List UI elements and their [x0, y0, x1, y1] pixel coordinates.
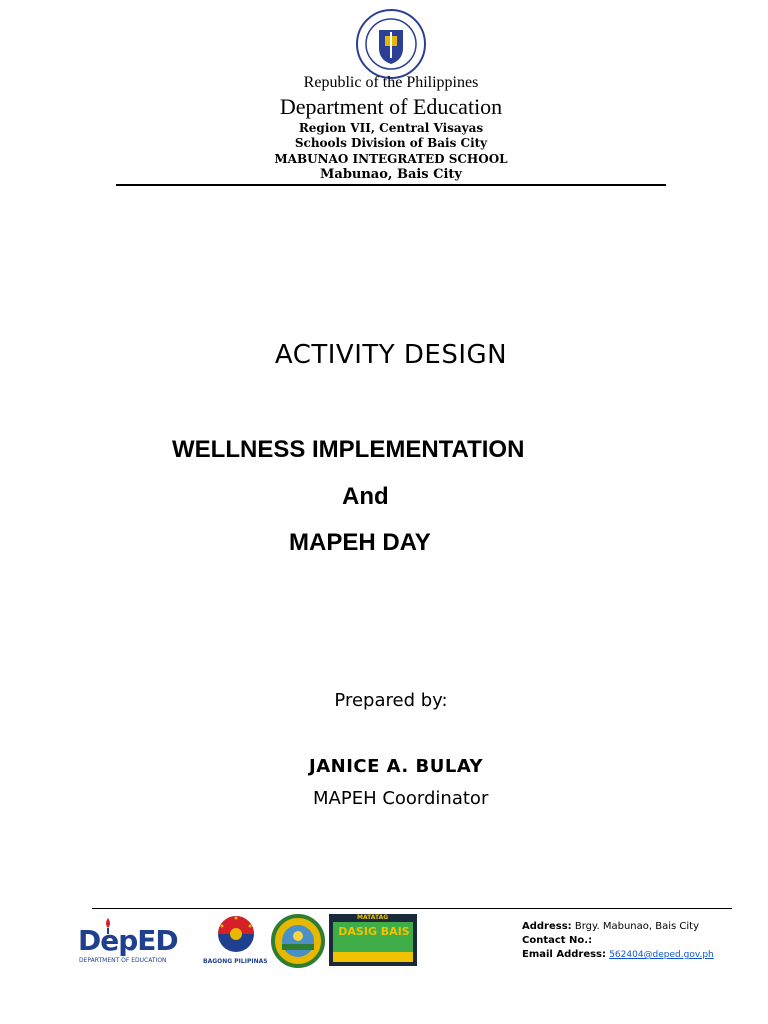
document-type-title: ACTIVITY DESIGN [274, 340, 508, 370]
header-divider [116, 184, 666, 186]
prepared-by-label: Prepared by: [334, 690, 448, 711]
region-text: Region VII, Central Visayas [298, 121, 484, 135]
preparer-name: JANICE A. BULAY [309, 756, 484, 777]
email-line [522, 948, 714, 962]
division-text: Schools Division of Bais City [294, 136, 488, 150]
republic-text: Republic of the Philippines [303, 74, 479, 91]
title-line-1: WELLNESS IMPLEMENTATION [172, 436, 525, 463]
preparer-role: MAPEH Coordinator [313, 788, 489, 809]
dasig-bais-text: DASIG BAIS [338, 925, 410, 938]
email-label: Email Address: [522, 949, 607, 960]
department-title: Department of Education [279, 94, 503, 119]
deped-logo-subtext: DEPARTMENT OF EDUCATION [79, 957, 167, 964]
deped-seal-icon [355, 8, 427, 80]
footer-divider [92, 908, 732, 909]
email-link[interactable]: 562404@deped.gov.ph [609, 950, 714, 960]
address-label: Address: [522, 921, 572, 932]
school-name: MABUNAO INTEGRATED SCHOOL [274, 152, 508, 166]
address-value: Brgy. Mabunao, Bais City [574, 921, 700, 932]
title-line-2: And [342, 483, 389, 510]
title-line-3: MAPEH DAY [289, 529, 431, 556]
matatag-dasig-bais-logo-icon [329, 914, 417, 966]
deped-logo-text: DepED [78, 924, 178, 957]
contact-line [522, 934, 592, 948]
matatag-text: MATATAG [357, 914, 389, 921]
contact-label: Contact No.: [522, 935, 593, 946]
address-line [522, 920, 699, 934]
bais-city-seal-icon [271, 914, 325, 968]
bagong-pilipinas-text: BAGONG PILIPINAS [203, 958, 268, 965]
school-city: Mabunao, Bais City [320, 167, 462, 182]
